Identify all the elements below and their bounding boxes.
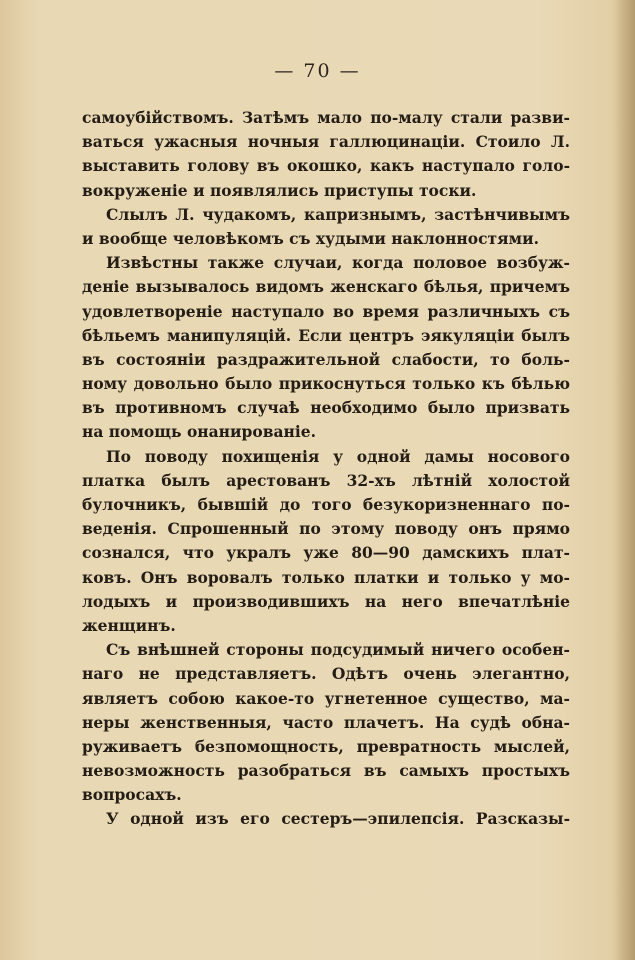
text-line: Слылъ Л. чудакомъ, капризнымъ, застѣнчивымъ xyxy=(106,204,570,224)
text-line: ваться ужасныя ночныя галлюцинаціи. Стоило Л. xyxy=(82,132,570,152)
text-line: въ противномъ случаѣ необходимо было призвать xyxy=(82,398,570,418)
text-line: въ состояніи раздражительной слабости, то боль- xyxy=(82,349,570,369)
text-line: булочникъ, бывшій до того безукоризненнаго по- xyxy=(82,495,570,514)
text-line: бѣльемъ манипуляцій. Если центръ эякуляціи былъ xyxy=(82,325,570,345)
body-text xyxy=(82,106,570,832)
text-line: и вообще человѣкомъ съ худыми наклонностями. xyxy=(82,228,539,248)
text-line: платка былъ арестованъ 32-хъ лѣтній холостой xyxy=(82,470,570,490)
page-number-header: — 70 — xyxy=(274,60,361,82)
text-line: ковъ. Онъ воровалъ только платки и только у мо- xyxy=(82,567,570,587)
text-line: являетъ собою какое-то угнетенное существо, ма- xyxy=(82,688,570,708)
text-line: деніе вызывалось видомъ женскаго бѣлья, причемъ xyxy=(82,277,570,297)
text-line: лодыхъ и производившихъ на него впечатлѣніе xyxy=(82,591,570,611)
text-line: вопросахъ. xyxy=(82,785,182,805)
text-line: неры женственныя, часто плачетъ. На судѣ обна- xyxy=(82,712,570,732)
text-line: на помощь онанированіе. xyxy=(82,422,317,442)
text-line: невозможность разобраться въ самыхъ простыхъ xyxy=(82,761,570,781)
text-line: женщинъ. xyxy=(82,615,176,635)
text-line: У одной изъ его сестеръ—эпилепсія. Разсказы- xyxy=(106,809,570,829)
text-line: По поводу похищенія у одной дамы носового xyxy=(106,446,570,466)
text-line: руживаетъ безпомощность, превратность мыслей, xyxy=(82,736,570,756)
text-line: веденія. Спрошенный по этому поводу онъ прямо xyxy=(82,519,570,539)
text-line: сознался, что укралъ уже 80—90 дамскихъ плат- xyxy=(82,543,570,563)
text-line: выставить голову въ окошко, какъ наступало голо- xyxy=(82,156,570,176)
page-spine-shadow xyxy=(615,0,635,960)
text-line: удовлетвореніе наступало во время различныхъ съ xyxy=(82,301,570,321)
text-line: Извѣстны также случаи, когда половое возбуж- xyxy=(106,253,570,273)
text-line: самоубійствомъ. Затѣмъ мало по-малу стали разви- xyxy=(82,108,570,127)
text-line: вокруженіе и появлялись приступы тоски. xyxy=(82,180,477,200)
text-line: наго не представляетъ. Одѣтъ очень элегантно, xyxy=(82,664,570,684)
text-line: ному довольно было прикоснуться только къ бѣлью xyxy=(82,374,570,394)
text-line: Съ внѣшней стороны подсудимый ничего особен- xyxy=(106,640,570,660)
